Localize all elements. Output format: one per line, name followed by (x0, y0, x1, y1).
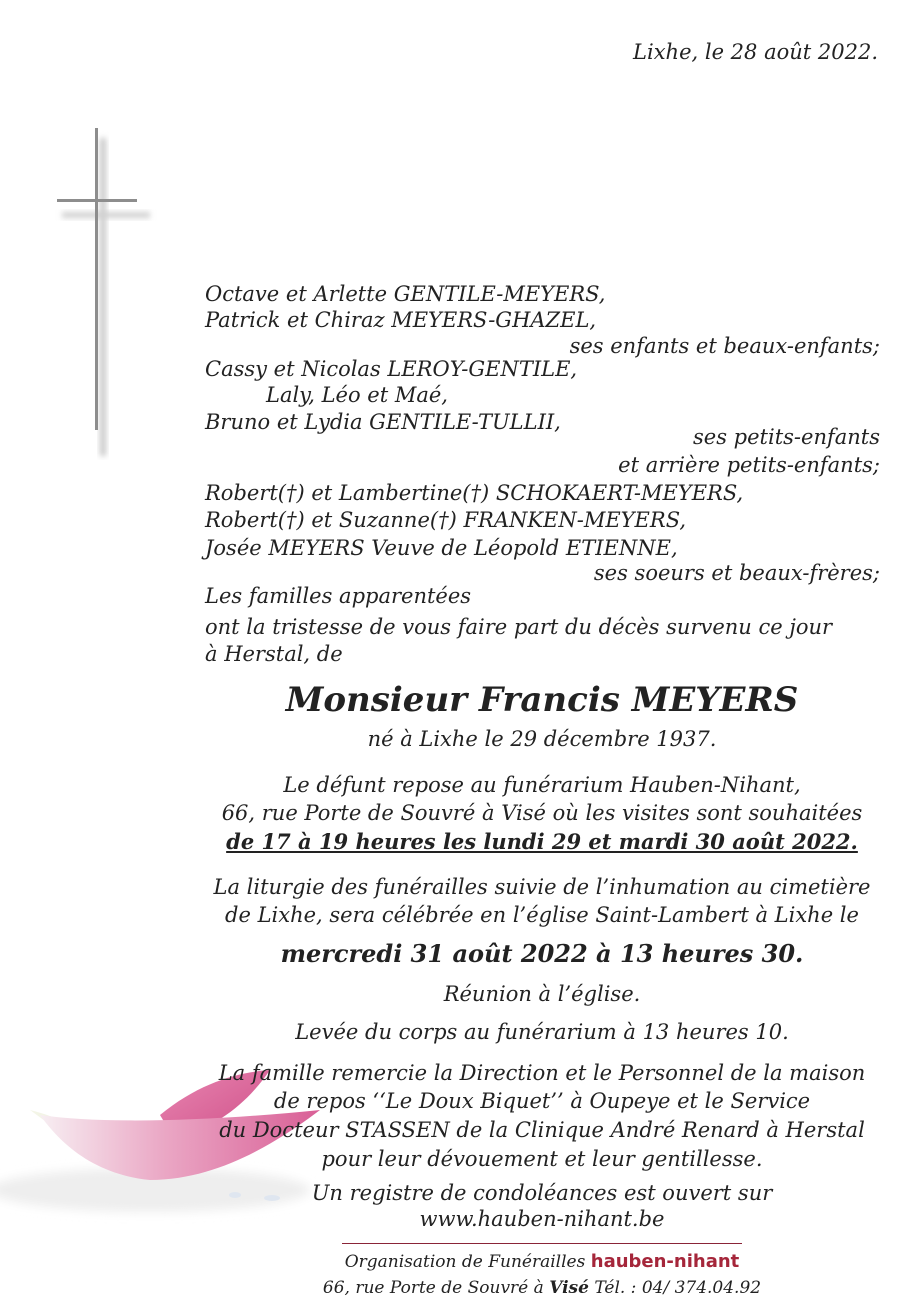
footer-city: Visé (549, 1278, 589, 1298)
visitation-line-1: Le défunt repose au funérarium Hauben-Nihant, (283, 773, 801, 797)
thanks-line-3: du Docteur STASSEN de la Clinique André Renard à Herstal (219, 1118, 865, 1142)
family-role-children: ses enfants et beaux-enfants; (569, 334, 880, 358)
registry-url-link[interactable]: www.hauben-nihant.be (419, 1207, 665, 1231)
footer-divider (342, 1243, 742, 1244)
family-line-10: ont la tristesse de vous faire part du décès survenu ce jour (205, 615, 833, 639)
family-line-3: Cassy et Nicolas LEROY-GENTILE, (205, 357, 578, 381)
footer-address (0, 1278, 918, 1298)
footer-org-label: Organisation de Funérailles (344, 1252, 586, 1272)
brand-logo: hauben-nihant (590, 1251, 740, 1272)
deceased-name: Monsieur Francis MEYERS (285, 680, 799, 720)
family-role-siblings: ses soeurs et beaux-frères; (593, 561, 880, 585)
funeral-departure: Levée du corps au funérarium à 13 heures 10. (295, 1020, 789, 1044)
family-line-1: Octave et Arlette GENTILE-MEYERS, (205, 282, 606, 306)
funeral-line-2: de Lixhe, sera célébrée en l’église Saint-Lambert à Lixhe le (225, 903, 859, 927)
family-line-11: à Herstal, de (205, 642, 343, 666)
thanks-line-1: La famille remercie la Direction et le Personnel de la maison (218, 1061, 866, 1085)
deceased-birth: né à Lixhe le 29 décembre 1937. (367, 727, 717, 751)
thanks-line-4: pour leur dévouement et leur gentillesse. (321, 1147, 763, 1171)
family-role-great-grandchildren: et arrière petits-enfants; (618, 453, 880, 477)
cross-icon (50, 120, 160, 460)
family-line-9: Les familles apparentées (205, 584, 472, 608)
family-line-8: Josée MEYERS Veuve de Léopold ETIENNE, (205, 536, 678, 560)
family-line-5: Bruno et Lydia GENTILE-TULLII, (205, 410, 561, 434)
footer-organisation (0, 1251, 918, 1272)
funeral-meeting: Réunion à l’église. (443, 982, 641, 1006)
family-line-2: Patrick et Chiraz MEYERS-GHAZEL, (205, 308, 597, 332)
registry-line: Un registre de condoléances est ouvert sur (311, 1181, 773, 1205)
funeral-line-1: La liturgie des funérailles suivie de l’inhumation au cimetière (213, 875, 871, 899)
visitation-hours: de 17 à 19 heures les lundi 29 et mardi 30 août 2022. (226, 829, 858, 854)
visitation-line-2: 66, rue Porte de Souvré à Visé où les visites sont souhaitées (221, 801, 863, 825)
family-role-grandchildren: ses petits-enfants (693, 425, 880, 449)
footer-address-prefix: 66, rue Porte de Souvré à (322, 1278, 544, 1298)
funeral-datetime: mercredi 31 août 2022 à 13 heures 30. (280, 939, 804, 968)
family-line-6: Robert(†) et Lambertine(†) SCHOKAERT-MEYERS, (205, 481, 744, 505)
notice-date: Lixhe, le 28 août 2022. (633, 40, 878, 64)
family-line-4: Laly, Léo et Maé, (266, 383, 448, 407)
footer-phone: Tél. : 04/ 374.04.92 (594, 1278, 762, 1298)
thanks-line-2: de repos ‘‘Le Doux Biquet’’ à Oupeye et le Service (273, 1089, 811, 1113)
family-line-7: Robert(†) et Suzanne(†) FRANKEN-MEYERS, (205, 508, 687, 532)
